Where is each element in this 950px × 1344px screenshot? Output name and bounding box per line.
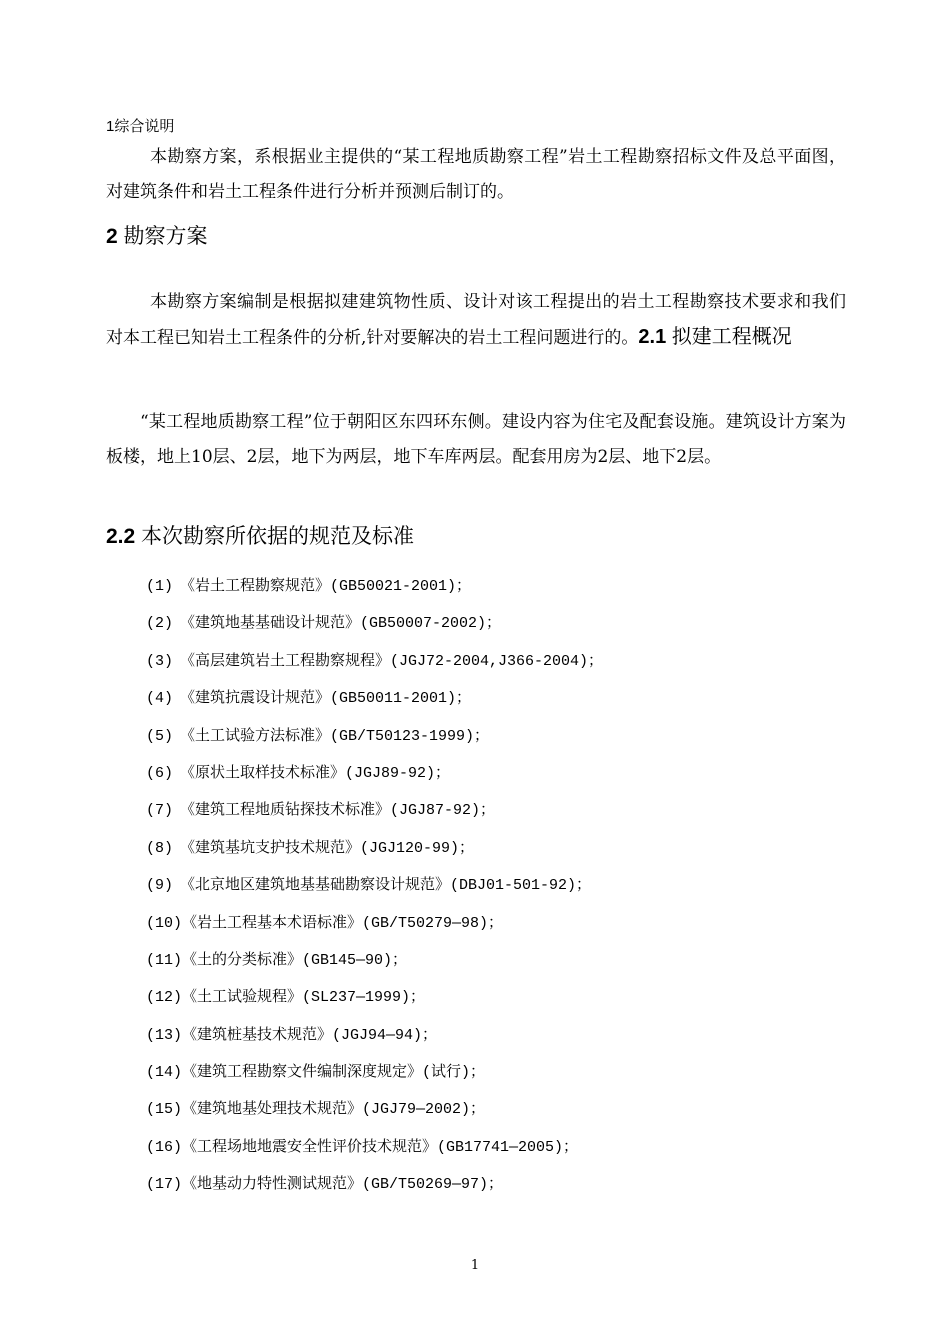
section-1-heading: 1综合说明 bbox=[106, 118, 175, 135]
standard-list-item bbox=[146, 605, 603, 642]
section-2-1-heading bbox=[638, 326, 791, 348]
section-2-1-number: 2.1 bbox=[638, 326, 667, 348]
page-number: 1 bbox=[470, 1258, 480, 1273]
standard-list-item bbox=[146, 792, 603, 829]
standard-title: 《建筑地基基础设计规范》(GB50007-2002)； bbox=[180, 615, 502, 633]
scheme-paragraph-text: 本勘察方案编制是根据拟建建筑物性质、设计对该工程提出的岩土工程勘察技术要求和我们对本工程已知岩土工程条件的分析,针对要解决的岩土工程问题进行的。 bbox=[106, 292, 846, 348]
standard-title: 《建筑工程地质钻探技术标准》(JGJ87-92)； bbox=[180, 802, 496, 820]
standard-number: (6) bbox=[146, 764, 174, 782]
standard-list-item bbox=[146, 1054, 603, 1091]
standard-number: (14) bbox=[146, 1064, 183, 1082]
standard-number: (1) bbox=[146, 578, 174, 595]
project-overview-paragraph: “某工程地质勘察工程”位于朝阳区东四环东侧。建设内容为住宅及配套设施。建筑设计方案为板楼，地上10层、2层，地下为两层，地下车库两层。配套用房为2层、地下2层。 bbox=[106, 412, 846, 467]
standard-title: 《建筑桩基技术规范》(JGJ94—94)； bbox=[182, 1026, 438, 1044]
standard-list-item bbox=[146, 979, 603, 1016]
section-2-title: 勘察方案 bbox=[123, 225, 208, 248]
standard-list-item bbox=[146, 942, 603, 979]
standard-title: 《工程场地地震安全性评价技术规范》(GB17741—2005)； bbox=[182, 1138, 579, 1156]
standard-number: (2) bbox=[146, 615, 174, 633]
standard-number: (11) bbox=[146, 951, 183, 969]
standard-number: (9) bbox=[146, 877, 174, 895]
standard-title: 《岩土工程基本术语标准》(GB/T50279—98)； bbox=[182, 914, 504, 932]
standard-number: (5) bbox=[146, 727, 174, 745]
standard-title: 《北京地区建筑地基基础勘察设计规范》(DBJ01-501-92)； bbox=[180, 877, 592, 895]
section-2-1-title: 拟建工程概况 bbox=[671, 326, 792, 348]
standard-list-item bbox=[146, 568, 603, 605]
standard-list-item bbox=[146, 830, 603, 867]
standard-list-item bbox=[146, 643, 603, 680]
standard-title: 《高层建筑岩土工程勘察规程》(JGJ72-2004,J366-2004)； bbox=[180, 652, 604, 670]
standard-number: (17) bbox=[146, 1176, 183, 1194]
standard-title: 《建筑抗震设计规范》(GB50011-2001)； bbox=[180, 690, 472, 708]
standard-list-item bbox=[146, 718, 603, 755]
standard-title: 《建筑工程勘察文件编制深度规定》(试行)； bbox=[182, 1064, 486, 1082]
standard-number: (7) bbox=[146, 802, 174, 820]
section-2-2-title: 本次勘察所依据的规范及标准 bbox=[141, 525, 415, 548]
section-2-number: 2 bbox=[106, 225, 118, 248]
intro-paragraph: 本勘察方案，系根据业主提供的“某工程地质勘察工程”岩土工程勘察招标文件及总平面图，对建筑条件和岩土工程条件进行分析并预测后制订的。 bbox=[106, 147, 846, 202]
standard-title: 《土工试验方法标准》(GB/T50123-1999)； bbox=[180, 727, 490, 745]
section-2-heading bbox=[106, 220, 208, 250]
standard-number: (4) bbox=[146, 690, 174, 708]
standard-title: 《岩土工程勘察规范》(GB50021-2001)； bbox=[180, 578, 472, 595]
section-2-2-heading bbox=[106, 520, 414, 550]
standard-title: 《地基动力特性测试规范》(GB/T50269—97)； bbox=[182, 1176, 504, 1194]
standard-number: (12) bbox=[146, 989, 183, 1007]
standard-list-item bbox=[146, 1017, 603, 1054]
standard-list-item bbox=[146, 867, 603, 904]
standard-number: (15) bbox=[146, 1101, 183, 1119]
standard-list-item bbox=[146, 1129, 603, 1166]
standard-number: (13) bbox=[146, 1026, 183, 1044]
standard-list-item bbox=[146, 1166, 603, 1203]
standard-number: (3) bbox=[146, 652, 174, 670]
standard-title: 《原状土取样技术标准》(JGJ89-92)； bbox=[180, 764, 451, 782]
standard-number: (8) bbox=[146, 839, 174, 857]
standard-list-item bbox=[146, 755, 603, 792]
standard-list-item bbox=[146, 680, 603, 717]
standard-title: 《土的分类标准》(GB145—90)； bbox=[182, 951, 408, 969]
standard-number: (10) bbox=[146, 914, 183, 932]
standard-title: 《土工试验规程》(SL237—1999)； bbox=[182, 989, 426, 1007]
standard-list-item bbox=[146, 905, 603, 942]
section-2-2-number: 2.2 bbox=[106, 525, 136, 548]
standard-title: 《建筑地基处理技术规范》(JGJ79—2002)； bbox=[182, 1101, 486, 1119]
standard-list-item bbox=[146, 1091, 603, 1128]
scheme-paragraph bbox=[106, 285, 846, 356]
standard-number: (16) bbox=[146, 1138, 183, 1156]
standards-list bbox=[146, 568, 603, 1204]
standard-title: 《建筑基坑支护技术规范》(JGJ120-99)； bbox=[180, 839, 475, 857]
